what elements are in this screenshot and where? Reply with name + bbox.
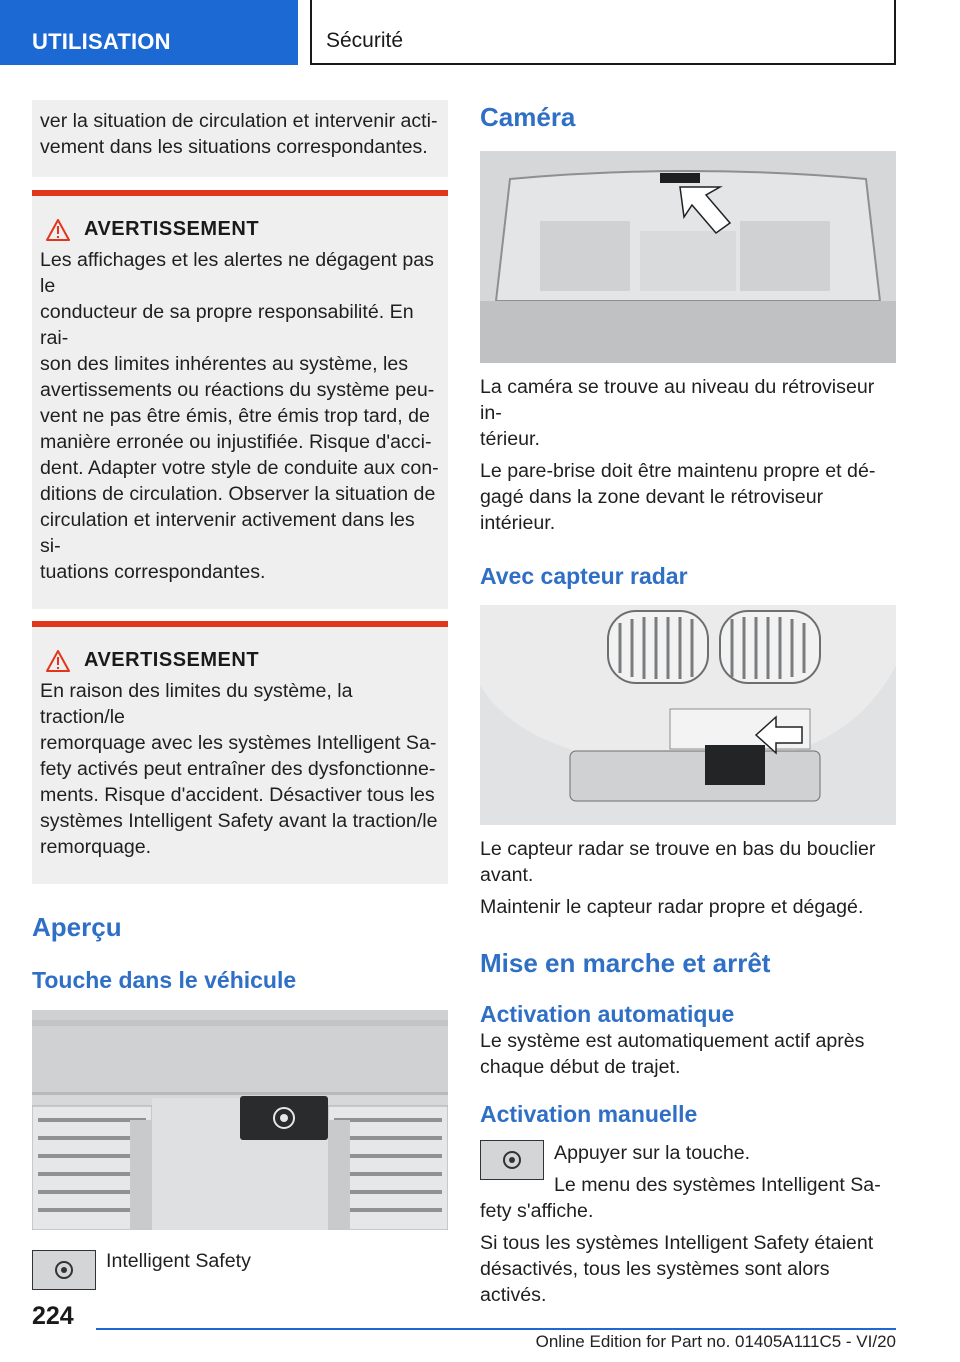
manual-block [480,1140,896,1308]
text-line: vent ne pas être émis, être émis trop tard, de [40,405,430,427]
warning-box-2 [32,621,448,884]
edition-note: Online Edition for Part no. 01405A111C5 - VI/20 [535,1332,896,1351]
footer-divider [96,1328,896,1330]
text-line: chaque début de trajet. [480,1056,681,1078]
radar-text [480,836,896,920]
section-heading: Aperçu [32,912,122,942]
intro-box [32,100,448,177]
text-line: Appuyer sur la touche. [554,1142,751,1164]
text-line: Le pare-brise doit être maintenu propre et dé‐ [480,460,876,482]
dashboard-button-photo [32,1010,448,1230]
right-column [480,102,896,1308]
button-legend [32,1250,448,1290]
camera-text [480,374,896,536]
left-column [32,100,448,1290]
warning-body [40,678,440,860]
warning-title: AVERTISSEMENT [84,218,260,240]
subsection-heading: Touche dans le véhicule [32,967,297,993]
section-heading: Caméra [480,102,576,132]
text-line: Les affichages et les alertes ne dégagent pas le [40,249,434,297]
text-line: En raison des limites du système, la traction/le [40,680,353,728]
warning-triangle-icon [46,219,70,241]
button-caption: Intelligent Safety [106,1250,251,1272]
subsection-heading: Activation automatique [480,1001,735,1027]
section-heading: Mise en marche et arrêt [480,948,771,978]
text-line: vement dans les situations correspondantes. [40,136,428,158]
text-line: Si tous les systèmes Intelligent Safety étaient [480,1232,874,1254]
text-line: fety s'affiche. [480,1200,594,1222]
text-line: remorquage. [40,836,152,858]
auto-text [480,1028,896,1080]
section-tab: UTILISATION [0,0,298,65]
text-line: Maintenir le capteur radar propre et dégagé. [480,896,864,918]
warning-body [40,247,440,585]
warning-triangle-icon [46,650,70,672]
text-line: La caméra se trouve au niveau du rétroviseur in‐ [480,376,875,424]
intelligent-safety-button-icon[interactable] [480,1140,544,1180]
text-line: son des limites inhérentes au système, les [40,353,409,375]
radar-photo [480,605,896,825]
warning-box-1 [32,190,448,609]
text-line: fety activés peut entraîner des dysfonctionne‐ [40,758,436,780]
text-line: tuations correspondantes. [40,561,266,583]
text-line: dent. Adapter votre style de conduite aux con‐ [40,457,439,479]
text-line: systèmes Intelligent Safety avant la traction/le [40,810,438,832]
page-number: 224 [32,1302,74,1330]
text-line: désactivés, tous les systèmes sont alors activés. [480,1258,830,1306]
text-line: avant. [480,864,534,886]
text-line: ments. Risque d'accident. Désactiver tous les [40,784,435,806]
text-line: manière erronée ou injustifiée. Risque d'acci‐ [40,431,432,453]
subsection-heading: Avec capteur radar [480,563,688,589]
text-line: circulation et intervenir activement dans les si‐ [40,509,415,557]
text-line: avertissements ou réactions du système peu‐ [40,379,435,401]
text-line: Le capteur radar se trouve en bas du bouclier [480,838,876,860]
warning-title: AVERTISSEMENT [84,649,260,671]
text-line: conducteur de sa propre responsabilité. En rai‐ [40,301,414,349]
text-line: ver la situation de circulation et intervenir acti‐ [40,110,438,132]
text-line: Le système est automatiquement actif après [480,1030,865,1052]
text-line: ditions de circulation. Observer la situation de [40,483,436,505]
text-line: gagé dans la zone devant le rétroviseur intérieur. [480,486,824,534]
text-line: remorquage avec les systèmes Intelligent Sa‐ [40,732,437,754]
intelligent-safety-button-icon[interactable] [32,1250,96,1290]
text-line: Le menu des systèmes Intelligent Sa‐ [554,1174,881,1196]
camera-photo [480,151,896,363]
text-line: térieur. [480,428,540,450]
subsection-heading: Activation manuelle [480,1101,698,1127]
chapter-title: Sécurité [310,0,896,65]
